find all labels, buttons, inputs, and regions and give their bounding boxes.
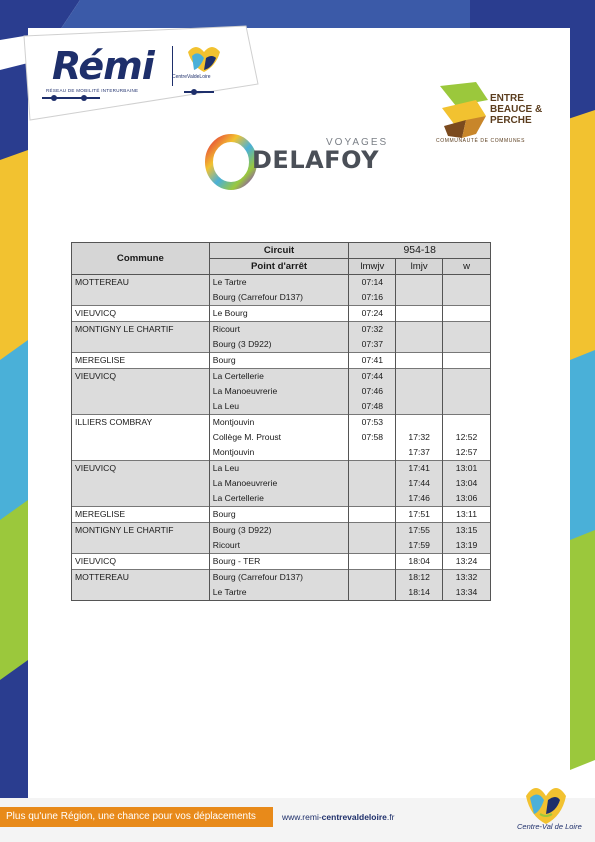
time-cell (349, 538, 396, 554)
footer-url-suffix: .fr (386, 812, 395, 822)
commune-cell (72, 445, 210, 461)
stop-cell: La Manoeuvrerie (209, 384, 349, 399)
remi-subtitle: RÉSEAU DE MOBILITÉ INTERURBAINE (46, 88, 139, 93)
time-cell: 17:51 (396, 507, 443, 523)
time-cell: 18:04 (396, 554, 443, 570)
header-stop: Point d'arrêt (209, 259, 349, 275)
time-cell: 07:58 (349, 430, 396, 445)
timetable-body (72, 275, 491, 601)
table-row (72, 337, 491, 353)
time-cell: 18:14 (396, 585, 443, 601)
time-cell (396, 399, 443, 415)
footer-slogan: Plus qu'une Région, une chance pour vos déplacements (6, 811, 256, 822)
time-cell (349, 461, 396, 477)
time-cell: 07:53 (349, 415, 396, 431)
time-cell (443, 353, 491, 369)
stop-cell: Bourg (209, 507, 349, 523)
time-cell: 07:46 (349, 384, 396, 399)
delafoy-voyages-label: VOYAGES (326, 137, 389, 148)
table-row (72, 369, 491, 385)
time-cell: 07:16 (349, 290, 396, 306)
time-cell: 12:52 (443, 430, 491, 445)
time-cell: 17:41 (396, 461, 443, 477)
table-row (72, 507, 491, 523)
commune-cell: MONTIGNY LE CHARTIF (72, 523, 210, 539)
delafoy-wordmark: DELAFOY (252, 146, 380, 174)
time-cell (443, 415, 491, 431)
commune-cell: VIEUVICQ (72, 461, 210, 477)
time-cell (396, 415, 443, 431)
time-cell (349, 507, 396, 523)
time-cell (443, 275, 491, 291)
time-cell: 18:12 (396, 570, 443, 586)
table-row (72, 461, 491, 477)
time-cell: 13:11 (443, 507, 491, 523)
time-cell: 07:32 (349, 322, 396, 338)
time-cell: 13:19 (443, 538, 491, 554)
stop-cell: Ricourt (209, 538, 349, 554)
stop-cell: Montjouvin (209, 445, 349, 461)
time-cell (396, 353, 443, 369)
commune-cell (72, 476, 210, 491)
time-cell (443, 369, 491, 385)
commune-cell: MEREGLISE (72, 507, 210, 523)
commune-cell: VIEUVICQ (72, 554, 210, 570)
stop-cell: Bourg (Carrefour D137) (209, 290, 349, 306)
stop-cell: La Certellerie (209, 491, 349, 507)
time-cell (349, 585, 396, 601)
header-day-w: w (443, 259, 491, 275)
time-cell (443, 399, 491, 415)
table-row (72, 306, 491, 322)
time-cell: 17:59 (396, 538, 443, 554)
table-row (72, 491, 491, 507)
time-cell: 13:15 (443, 523, 491, 539)
commune-cell: VIEUVICQ (72, 306, 210, 322)
time-cell (349, 570, 396, 586)
time-cell (396, 369, 443, 385)
commune-cell: VIEUVICQ (72, 369, 210, 385)
stop-cell: Bourg (3 D922) (209, 337, 349, 353)
stop-cell: Montjouvin (209, 415, 349, 431)
time-cell: 17:37 (396, 445, 443, 461)
stop-cell: La Leu (209, 399, 349, 415)
header-day-lmjv: lmjv (396, 259, 443, 275)
time-cell: 13:32 (443, 570, 491, 586)
commune-cell (72, 491, 210, 507)
time-cell: 13:01 (443, 461, 491, 477)
time-cell (396, 322, 443, 338)
table-row (72, 384, 491, 399)
header-circuit-number: 954-18 (349, 243, 491, 259)
time-cell: 07:37 (349, 337, 396, 353)
time-cell (443, 306, 491, 322)
timetable (71, 242, 491, 601)
table-row (72, 538, 491, 554)
stop-cell: Bourg (3 D922) (209, 523, 349, 539)
table-row (72, 322, 491, 338)
time-cell (396, 275, 443, 291)
stop-cell: La Leu (209, 461, 349, 477)
time-cell: 13:24 (443, 554, 491, 570)
entre-beauce-perche-name: ENTRE BEAUCE & PERCHE (490, 93, 543, 126)
commune-cell: MOTTEREAU (72, 275, 210, 291)
time-cell (396, 306, 443, 322)
time-cell: 07:14 (349, 275, 396, 291)
stop-cell: Bourg (209, 353, 349, 369)
time-cell: 17:46 (396, 491, 443, 507)
table-row (72, 353, 491, 369)
commune-cell: MEREGLISE (72, 353, 210, 369)
commune-cell (72, 337, 210, 353)
time-cell (443, 322, 491, 338)
time-cell: 07:44 (349, 369, 396, 385)
footer-website-link[interactable] (282, 812, 394, 822)
table-row (72, 399, 491, 415)
table-row (72, 445, 491, 461)
time-cell (349, 476, 396, 491)
stop-cell: Bourg - TER (209, 554, 349, 570)
table-row (72, 430, 491, 445)
commune-cell (72, 384, 210, 399)
time-cell (349, 523, 396, 539)
time-cell: 13:04 (443, 476, 491, 491)
time-cell (396, 290, 443, 306)
stop-cell: Collège M. Proust (209, 430, 349, 445)
time-cell (443, 384, 491, 399)
time-cell (396, 337, 443, 353)
footer-region-name: Centre-Val de Loire (517, 822, 582, 831)
time-cell: 17:55 (396, 523, 443, 539)
remi-wordmark: Rémi (52, 44, 154, 88)
commune-cell: ILLIERS COMBRAY (72, 415, 210, 431)
table-row (72, 570, 491, 586)
header-circuit: Circuit (209, 243, 349, 259)
time-cell: 12:57 (443, 445, 491, 461)
commune-cell (72, 538, 210, 554)
time-cell (443, 337, 491, 353)
time-cell: 07:48 (349, 399, 396, 415)
time-cell: 13:06 (443, 491, 491, 507)
header-commune: Commune (72, 243, 210, 275)
table-row (72, 415, 491, 431)
time-cell (349, 491, 396, 507)
table-row (72, 476, 491, 491)
time-cell (349, 554, 396, 570)
stop-cell: Ricourt (209, 322, 349, 338)
table-row (72, 290, 491, 306)
stop-cell: Le Tartre (209, 275, 349, 291)
time-cell: 13:34 (443, 585, 491, 601)
commune-cell (72, 430, 210, 445)
table-row (72, 554, 491, 570)
stop-cell: Le Tartre (209, 585, 349, 601)
time-cell (443, 290, 491, 306)
stop-cell: La Manoeuvrerie (209, 476, 349, 491)
stop-cell: La Certellerie (209, 369, 349, 385)
centre-val-de-loire-logo (518, 778, 574, 828)
commune-cell: MONTIGNY LE CHARTIF (72, 322, 210, 338)
time-cell: 17:44 (396, 476, 443, 491)
table-row (72, 585, 491, 601)
commune-cell (72, 290, 210, 306)
table-row (72, 523, 491, 539)
time-cell (396, 384, 443, 399)
entre-beauce-perche-subtitle: COMMUNAUTÉ DE COMMUNES (436, 138, 526, 144)
time-cell: 07:24 (349, 306, 396, 322)
header-day-lmwjv: lmwjv (349, 259, 396, 275)
footer-url-bold: centrevaldeloire (321, 812, 387, 822)
table-row (72, 275, 491, 291)
stop-cell: Bourg (Carrefour D137) (209, 570, 349, 586)
time-cell (349, 445, 396, 461)
footer-url-prefix: www.remi- (282, 812, 322, 822)
commune-cell (72, 585, 210, 601)
time-cell: 17:32 (396, 430, 443, 445)
stop-cell: Le Bourg (209, 306, 349, 322)
time-cell: 07:41 (349, 353, 396, 369)
remi-region-label: CentreValdeLoire (172, 74, 211, 80)
commune-cell: MOTTEREAU (72, 570, 210, 586)
commune-cell (72, 399, 210, 415)
